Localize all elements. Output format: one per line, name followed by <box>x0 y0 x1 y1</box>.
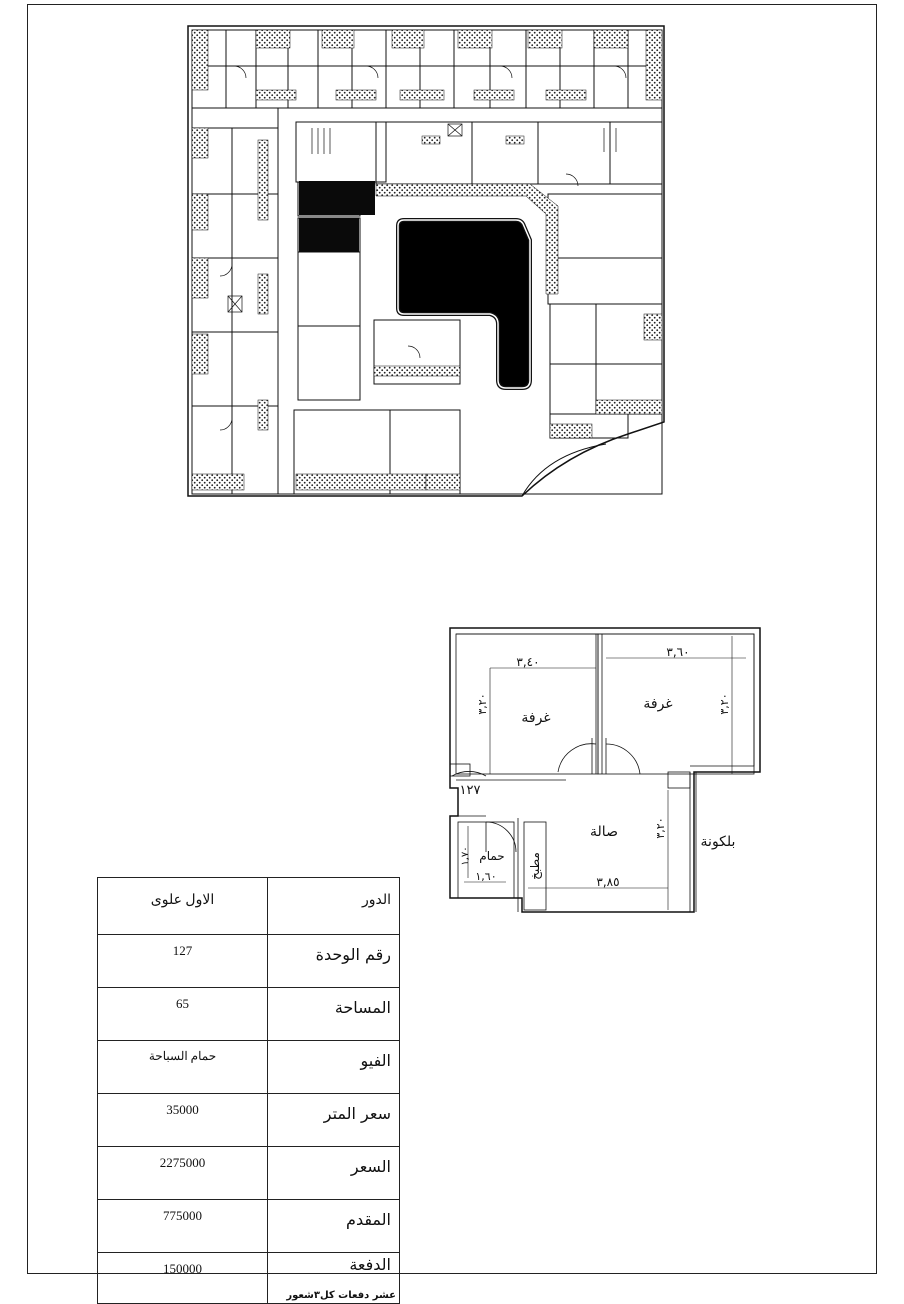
hall-depth-dimension: ٣,٢٠ <box>654 817 667 839</box>
price-per-meter-label: سعر المتر <box>268 1094 400 1147</box>
table-row <box>98 1253 400 1304</box>
unit-number-value: 127 <box>98 935 268 988</box>
installment-value: 150000 <box>98 1253 268 1304</box>
price-per-meter-value: 35000 <box>98 1094 268 1147</box>
installment-note: عشر دفعات كل٣شعور <box>286 1290 396 1301</box>
building-floor-plan <box>186 24 666 498</box>
table-row <box>98 1041 400 1094</box>
bath-label: حمام <box>479 849 505 863</box>
bath-depth-dimension: ١,٧٠ <box>460 846 471 866</box>
room-right-depth-dimension: ٣,٢٠ <box>718 693 731 715</box>
table-row <box>98 1147 400 1200</box>
floor-label: الدور <box>268 878 400 935</box>
room-left-depth-dimension: ٣,٢٠ <box>476 693 489 715</box>
area-label: المساحة <box>268 988 400 1041</box>
installment-cell <box>268 1253 400 1304</box>
unit-info-table <box>97 877 400 1304</box>
balcony-label: بلكونة <box>700 834 736 850</box>
view-value: حمام السباحة <box>98 1041 268 1094</box>
floor-value: الاول علوى <box>98 878 268 935</box>
area-value: 65 <box>98 988 268 1041</box>
hall-label: صالة <box>590 824 618 840</box>
room-left-width-dimension: ٣,٤٠ <box>516 655 540 669</box>
unit-number-label-cell: رقم الوحدة <box>268 935 400 988</box>
installment-label: الدفعة <box>349 1255 391 1274</box>
price-value: 2275000 <box>98 1147 268 1200</box>
table-row <box>98 988 400 1041</box>
table-row <box>98 1094 400 1147</box>
down-payment-label: المقدم <box>268 1200 400 1253</box>
table-row <box>98 878 400 935</box>
kitchen-label: مطبخ <box>528 852 542 880</box>
view-label: الفيو <box>268 1041 400 1094</box>
down-payment-value: 775000 <box>98 1200 268 1253</box>
table-row <box>98 1200 400 1253</box>
room-right-label: غرفة <box>643 696 673 712</box>
unit-number-label: ١٢٧ <box>459 783 481 798</box>
room-left-label: غرفة <box>521 710 551 726</box>
room-right-width-dimension: ٣,٦٠ <box>666 645 690 659</box>
table-row <box>98 935 400 988</box>
unit-floor-plan <box>446 626 762 918</box>
bath-width-dimension: ١,٦٠ <box>475 870 497 883</box>
price-label: السعر <box>268 1147 400 1200</box>
hall-width-dimension: ٣,٨٥ <box>596 875 620 889</box>
